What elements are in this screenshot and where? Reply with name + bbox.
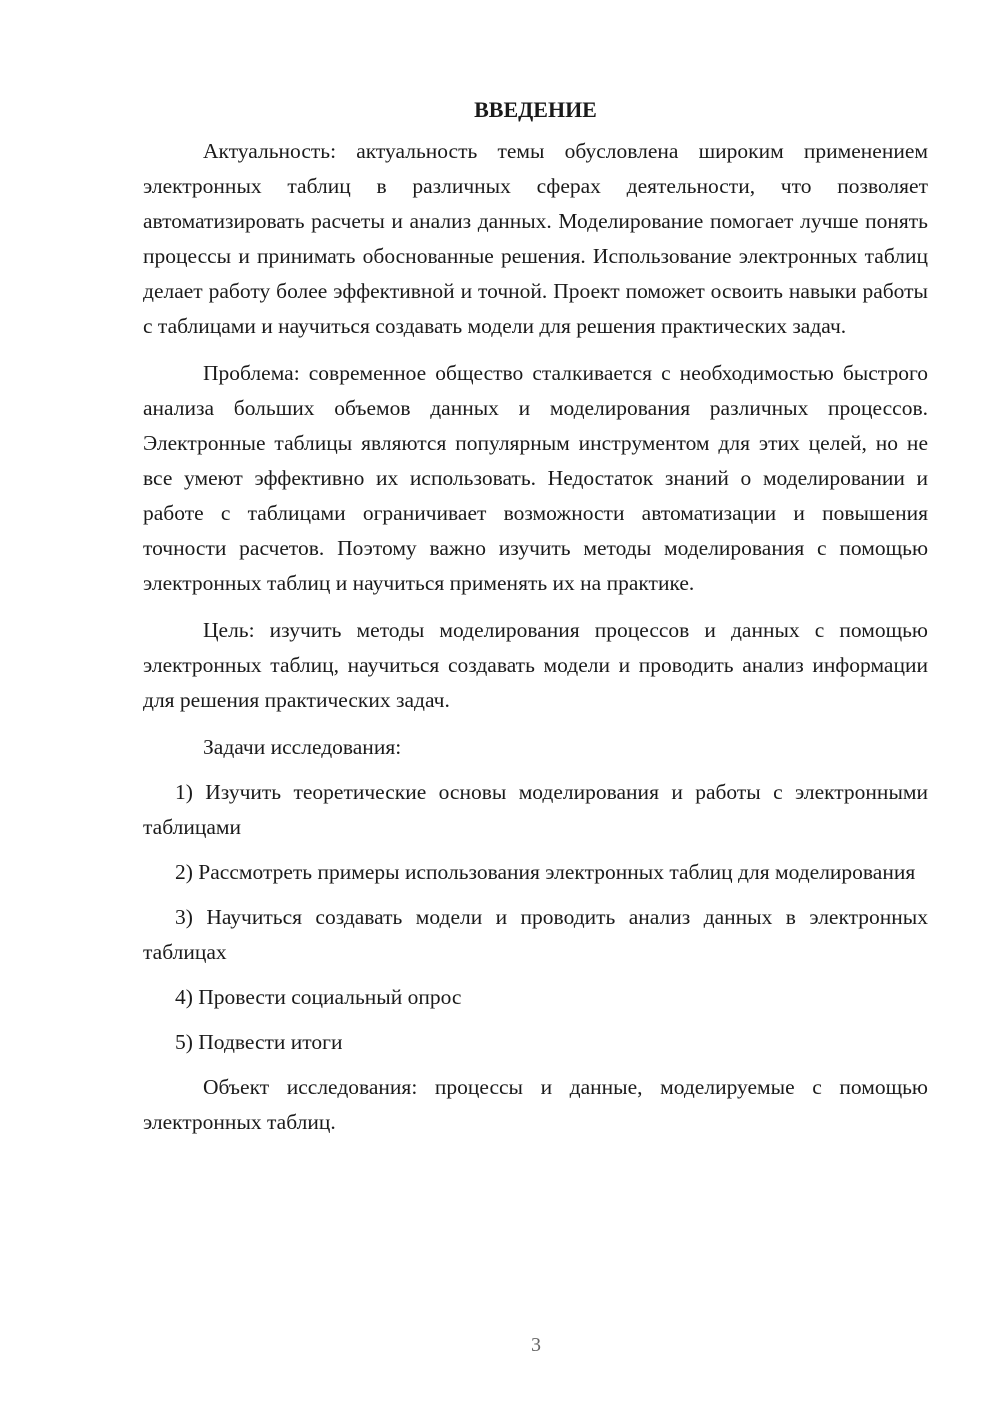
paragraph-goal: Цель: изучить методы моделирования процессов и данных с помощью электронных таблиц, научиться создавать модели и проводить анализ информации для решения практических задач. (143, 618, 928, 712)
document-page (143, 92, 928, 1152)
paragraph-relevance: Актуальность: актуальность темы обусловлена широким применением электронных таблиц в различных сферах деятельности, что позволяет автоматизировать расчеты и анализ данных. Моделирование помогает лучше понять процессы и принимать обоснованные решения. Использование электронных таблиц делает работу более эффективной и точной. Проект поможет освоить навыки работы с таблицами и научиться создавать модели для решения практических задач. (143, 139, 928, 338)
task-item-5: 5) Подвести итоги (175, 1030, 343, 1054)
task-item-1: 1) Изучить теоретические основы моделирования и работы с электронными таблицами (143, 780, 928, 839)
task-item-2: 2) Рассмотреть примеры использования электронных таблиц для моделирования (175, 860, 916, 884)
paragraph-problem: Проблема: современное общество сталкивается с необходимостью быстрого анализа больших объемов данных и моделирования различных процессов. Электронные таблицы являются популярным инструментом для этих целей, но не все умеют эффективно их использовать. Недостаток знаний о моделировании и работе с таблицами ограничивает возможности автоматизации и повышения точности расчетов. Поэтому важно изучить методы моделирования с помощью электронных таблиц и научиться применять их на практике. (143, 361, 928, 595)
tasks-heading: Задачи исследования: (203, 735, 402, 759)
paragraph-object: Объект исследования: процессы и данные, моделируемые с помощью электронных таблиц. (143, 1075, 928, 1134)
document-title: ВВЕДЕНИЕ (474, 97, 597, 122)
page-number: 3 (531, 1334, 541, 1356)
task-item-3: 3) Научиться создавать модели и проводить анализ данных в электронных таблицах (143, 905, 928, 964)
task-item-4: 4) Провести социальный опрос (175, 985, 462, 1009)
